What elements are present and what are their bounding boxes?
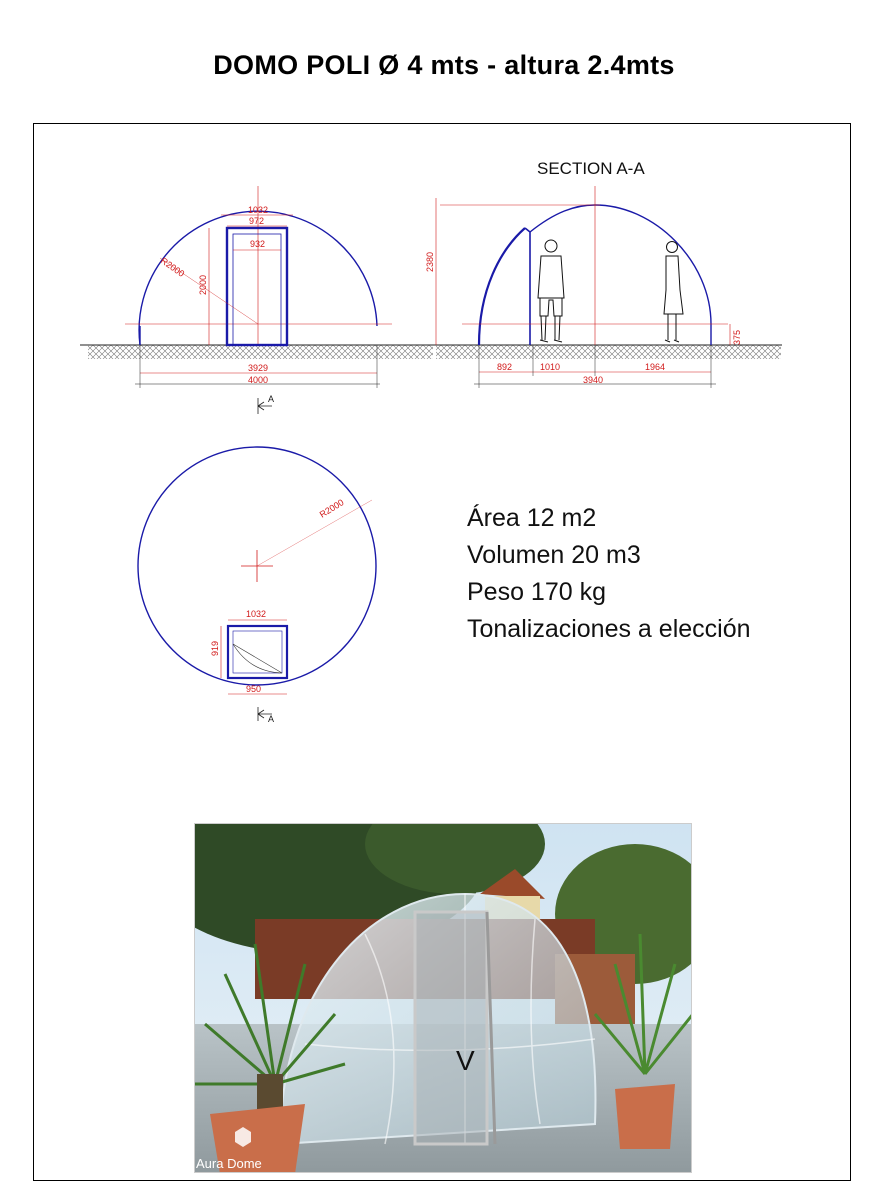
spec-weight: Peso 170 kg — [467, 578, 606, 606]
door-inner-width-label: 972 — [249, 216, 265, 226]
section-height-label: 2380 — [425, 251, 435, 272]
plan-door-width-top-label: 1032 — [246, 609, 267, 619]
front-view — [80, 186, 435, 414]
page-title: DOMO POLI Ø 4 mts - altura 2.4mts — [213, 50, 675, 80]
plan-door — [228, 626, 287, 678]
specs-list — [467, 500, 751, 648]
door-height-label: 2000 — [198, 274, 208, 295]
person-silhouette-woman — [664, 242, 683, 343]
section-base-width-label: 3940 — [583, 375, 604, 385]
front-radius-label: R2000 — [158, 255, 187, 279]
aura-dome-logo-text: Aura Dome — [196, 1156, 262, 1171]
section-view — [425, 159, 782, 388]
plan-section-marker: A — [268, 714, 275, 724]
person-silhouette-man — [538, 240, 564, 342]
base-outer-width-label: 4000 — [248, 375, 269, 385]
plan-view — [138, 447, 376, 724]
section-edge-height-label: 375 — [732, 329, 742, 345]
door-outer-width-label: 1032 — [248, 205, 269, 215]
spec-colors: Tonalizaciones a elección — [467, 615, 751, 643]
plan-door-depth-label: 919 — [210, 640, 220, 656]
front-section-marker: A — [268, 394, 275, 404]
section-title: SECTION A-A — [537, 159, 645, 178]
offset-right-label: 1964 — [645, 362, 666, 372]
door-opening-width-label: 932 — [250, 239, 266, 249]
plan-door-width-bottom-label: 950 — [246, 684, 262, 694]
plan-radius-label: R2000 — [317, 497, 346, 520]
spec-area: Área 12 m2 — [467, 504, 597, 532]
dome-photo — [194, 823, 692, 1173]
base-inner-width-label: 3929 — [248, 363, 269, 373]
offset-door-label: 1010 — [540, 362, 561, 372]
offset-left-label: 892 — [497, 362, 513, 372]
photo-overlay-mark: V — [456, 1045, 475, 1076]
spec-volume: Volumen 20 m3 — [467, 541, 641, 569]
